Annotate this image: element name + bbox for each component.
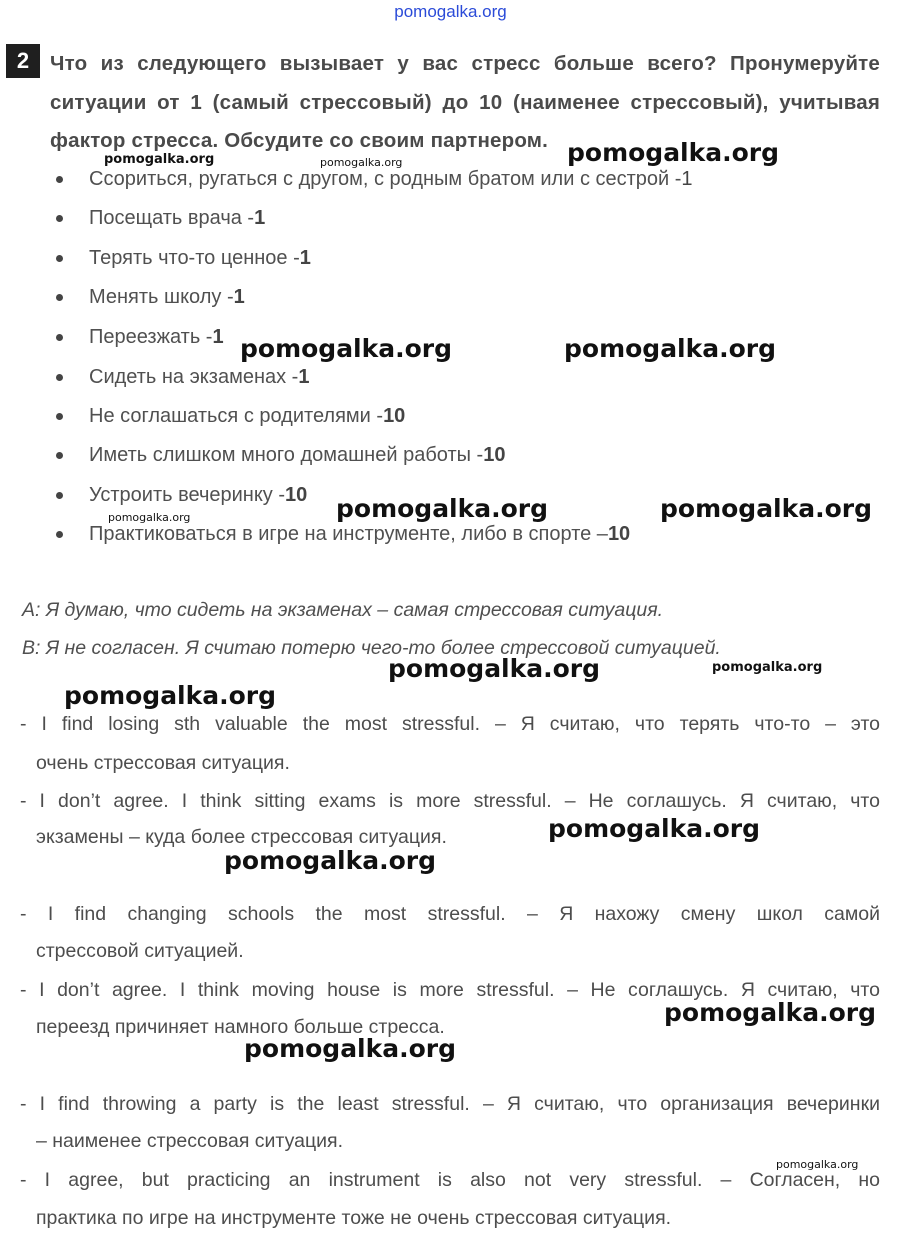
bullet-icon [56, 176, 63, 183]
watermark: pomogalka.org [104, 152, 215, 167]
watermark: pomogalka.org [712, 660, 823, 675]
item-text: Переезжать - [89, 326, 213, 348]
list-item [56, 366, 309, 389]
example-line: очень стрессовая ситуация. [36, 752, 290, 774]
item-score: 1 [254, 207, 266, 229]
item-text: Сидеть на экзаменах - [89, 366, 299, 388]
example-line: – наименее стрессовая ситуация. [36, 1130, 344, 1152]
item-score: 1 [681, 168, 693, 190]
list-item [56, 326, 224, 349]
item-score: 1 [299, 247, 311, 269]
item-text: Устроить вечеринку - [89, 484, 286, 506]
item-score: 1 [212, 326, 224, 348]
watermark: pomogalka.org [664, 998, 877, 1027]
watermark: pomogalka.org [108, 511, 191, 524]
watermark: pomogalka.org [388, 654, 601, 683]
example-line: стрессовой ситуацией. [36, 940, 244, 962]
bullet-icon [56, 294, 63, 301]
list-item [56, 484, 307, 507]
watermark: pomogalka.org [244, 1034, 457, 1063]
list-item [56, 523, 630, 546]
list-item [56, 286, 245, 309]
bullet-icon [56, 492, 63, 499]
task-text-line-2: ситуации от 1 (самый стрессовый) до 10 (наименее стрессовый), учитывая [50, 91, 880, 114]
watermark: pomogalka.org [548, 814, 761, 843]
example-line: практика по игре на инструменте тоже не очень стрессовая ситуация. [36, 1207, 672, 1229]
item-score: 1 [298, 366, 310, 388]
watermark: pomogalka.org [776, 1158, 859, 1171]
example-line: - I find throwing a party is the least stressful. – Я считаю, что организация вечеринки [20, 1093, 880, 1115]
bullet-icon [56, 255, 63, 262]
item-text: Ссориться, ругаться с другом, с родным братом или с сестрой - [89, 168, 682, 190]
task-number-badge: 2 [6, 44, 40, 78]
task-text-line-3: фактор стресса. Обсудите со своим партнером. [50, 129, 549, 152]
bullet-icon [56, 374, 63, 381]
dialogue-line-b: В: Я не согласен. Я считаю потерю чего-то более стрессовой ситуацией. [22, 637, 721, 659]
watermark: pomogalka.org [564, 334, 777, 363]
example-line: - I don’t agree. I think sitting exams is more stressful. – Не соглашусь. Я считаю, что [20, 790, 880, 812]
example-line: - I don’t agree. I think moving house is more stressful. – Не соглашусь. Я считаю, что [20, 979, 880, 1001]
item-text: Иметь слишком много домашней работы - [89, 444, 484, 466]
watermark: pomogalka.org [567, 138, 780, 167]
item-text: Терять что-то ценное - [89, 247, 300, 269]
watermark: pomogalka.org [320, 156, 403, 169]
item-score: 10 [483, 444, 506, 466]
item-score: 1 [233, 286, 245, 308]
list-item [56, 168, 693, 191]
watermark: pomogalka.org [336, 494, 549, 523]
example-line: - I agree, but practicing an instrument is also not very stressful. – Согласен, но [20, 1169, 880, 1191]
item-score: 10 [285, 484, 308, 506]
item-text: Менять школу - [89, 286, 234, 308]
list-item [56, 207, 265, 230]
dialogue-line-a: А: Я думаю, что сидеть на экзаменах – самая стрессовая ситуация. [22, 599, 664, 621]
item-score: 10 [607, 523, 631, 545]
bullet-icon [56, 531, 63, 538]
watermark: pomogalka.org [64, 681, 277, 710]
item-text: Не соглашаться с родителями - [89, 405, 384, 427]
item-text: Практиковаться в игре на инструменте, либо в спорте – [89, 523, 608, 545]
item-text: Посещать врача - [89, 207, 255, 229]
item-score: 10 [383, 405, 406, 427]
bullet-icon [56, 452, 63, 459]
example-line: переезд причиняет намного больше стресса. [36, 1016, 445, 1038]
watermark: pomogalka.org [224, 846, 437, 875]
task-text-line-1: Что из следующего вызывает у вас стресс больше всего? Пронумеруйте [50, 52, 880, 75]
watermark: pomogalka.org [660, 494, 873, 523]
watermark: pomogalka.org [240, 334, 453, 363]
example-line: - I find changing schools the most stressful. – Я нахожу смену школ самой [20, 903, 880, 925]
example-line: экзамены – куда более стрессовая ситуация. [36, 826, 447, 848]
list-item [56, 444, 505, 467]
example-line: - I find losing sth valuable the most stressful. – Я считаю, что терять что-то – это [20, 713, 880, 735]
list-item [56, 247, 311, 270]
bullet-icon [56, 413, 63, 420]
bullet-icon [56, 334, 63, 341]
bullet-icon [56, 215, 63, 222]
list-item [56, 405, 405, 428]
site-link[interactable]: pomogalka.org [394, 2, 507, 21]
